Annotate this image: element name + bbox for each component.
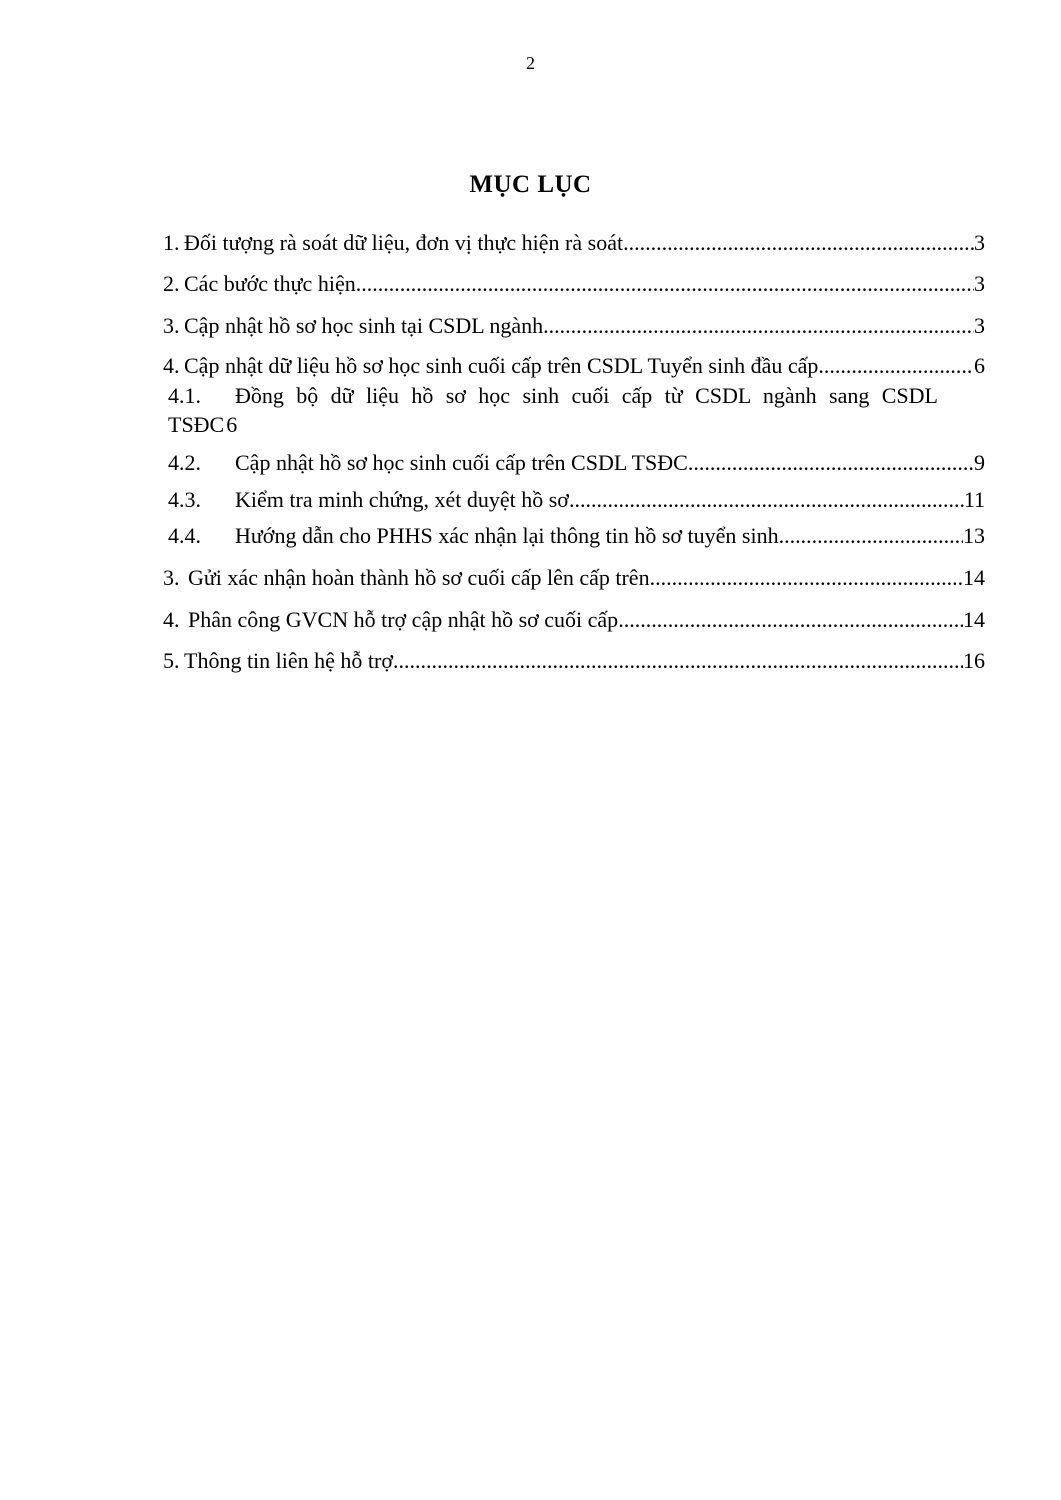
toc-dot-leader bbox=[393, 646, 963, 676]
toc-entry-text: Kiểm tra minh chứng, xét duyệt hồ sơ bbox=[235, 487, 569, 512]
toc-entry-page: 13 bbox=[963, 523, 985, 548]
toc-entry-4-4[interactable] bbox=[168, 521, 985, 551]
toc-dot-leader bbox=[623, 228, 974, 258]
toc-dot-leader bbox=[543, 311, 974, 341]
toc-entry-number: 3. bbox=[163, 313, 180, 338]
toc-entry-number: 4.1. bbox=[168, 383, 201, 408]
toc-entry-number: 4.2. bbox=[168, 450, 201, 475]
toc-entry-number: 4. bbox=[163, 353, 180, 378]
toc-entry-4[interactable] bbox=[163, 351, 985, 381]
toc-entry-text: Hướng dẫn cho PHHS xác nhận lại thông tin hồ sơ tuyển sinh bbox=[235, 523, 779, 548]
toc-entry-number: 4.4. bbox=[168, 523, 201, 548]
toc-dot-leader bbox=[688, 448, 974, 478]
toc-dot-leader bbox=[650, 563, 963, 593]
toc-dot-leader bbox=[569, 485, 964, 515]
toc-entry-page: 3 bbox=[974, 313, 985, 338]
toc-entry-number: 4. bbox=[163, 607, 180, 632]
toc-entry-text: Cập nhật dữ liệu hồ sơ học sinh cuối cấp trên CSDL Tuyển sinh đầu cấp bbox=[184, 353, 819, 378]
toc-entry-text: Cập nhật hồ sơ học sinh cuối cấp trên CSDL TSĐC bbox=[235, 450, 688, 475]
toc-entry-page: 3 bbox=[974, 230, 985, 255]
toc-dot-leader bbox=[618, 605, 963, 635]
toc-title: MỤC LỤC bbox=[469, 171, 592, 198]
toc-entry-1[interactable] bbox=[163, 228, 985, 258]
toc-entry-page: 11 bbox=[963, 487, 985, 512]
toc-entry-text: Đồng bộ dữ liệu hồ sơ học sinh cuối cấp từ CSDL ngành sang CSDL bbox=[235, 383, 938, 408]
toc-entry-number: 1. bbox=[163, 230, 180, 255]
toc-entry-page: 6 bbox=[974, 353, 985, 378]
toc-entry-2[interactable] bbox=[163, 269, 985, 299]
toc-entry-7[interactable] bbox=[163, 646, 985, 676]
toc-dot-leader bbox=[356, 269, 974, 299]
toc-entry-number: 2. bbox=[163, 271, 180, 296]
toc-entry-number: 4.3. bbox=[168, 487, 201, 512]
toc-entry-page: 3 bbox=[974, 271, 985, 296]
toc-entry-3[interactable] bbox=[163, 311, 985, 341]
toc-entry-text: Thông tin liên hệ hỗ trợ bbox=[184, 648, 393, 673]
toc-entry-text: Đối tượng rà soát dữ liệu, đơn vị thực hiện rà soát bbox=[184, 230, 624, 255]
toc-dot-leader bbox=[818, 351, 974, 381]
toc-entry-page: 14 bbox=[963, 607, 985, 632]
toc-entry-page: 9 bbox=[974, 450, 985, 475]
toc-entry-6[interactable] bbox=[163, 605, 985, 635]
toc-entry-number: 5. bbox=[163, 648, 180, 673]
toc-entry-5[interactable] bbox=[163, 563, 985, 593]
toc-entry-number: 3. bbox=[163, 565, 180, 590]
toc-entry-4-2[interactable] bbox=[168, 448, 985, 478]
toc-entry-text: Các bước thực hiện bbox=[184, 271, 356, 296]
toc-entry-page: 6 bbox=[226, 412, 238, 437]
toc-entry-page: 14 bbox=[963, 565, 985, 590]
toc-entry-4-3[interactable] bbox=[168, 485, 985, 515]
toc-entry-text: Phân công GVCN hỗ trợ cập nhật hồ sơ cuối cấp bbox=[188, 607, 619, 632]
toc-entry-4-1[interactable] bbox=[168, 381, 938, 439]
toc-entry-text-continued: TSĐC bbox=[168, 412, 225, 437]
page-number: 2 bbox=[526, 53, 535, 73]
toc-entry-text: Gửi xác nhận hoàn thành hồ sơ cuối cấp lên cấp trên bbox=[188, 565, 650, 590]
toc-dot-leader bbox=[779, 521, 963, 551]
toc-entry-text: Cập nhật hồ sơ học sinh tại CSDL ngành bbox=[184, 313, 544, 338]
toc-entry-page: 16 bbox=[963, 648, 985, 673]
